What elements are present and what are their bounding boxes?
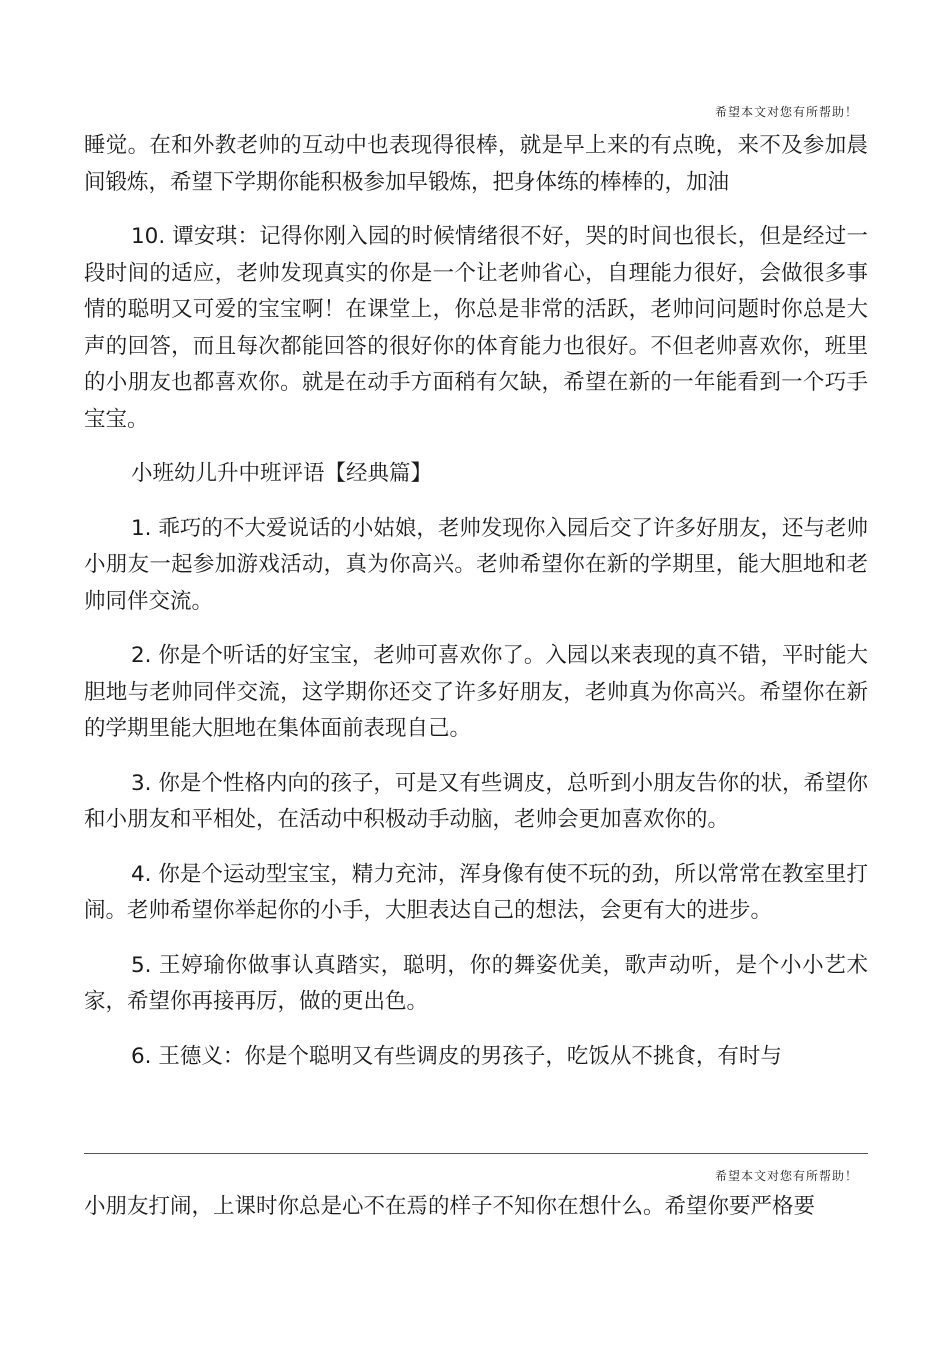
next-page-body [84,1189,868,1226]
page-header: 希望本文对您有所帮助！ [714,105,858,119]
paragraph-comment-2: 2. 你是个听话的好宝宝，老帅可喜欢你了。入园以来表现的真不错，平时能大胆地与老帅同伴交流，这学期你还交了许多好朋友，老帅真为你高兴。希望你在新的学期里能大胆地在集体面前表现自己。 [84,643,868,741]
page-body [84,128,868,1075]
paragraph-comment-1: 1. 乖巧的不大爱说话的小姑娘，老帅发现你入园后交了许多好朋友，还与老帅小朋友一起参加游戏活动，真为你高兴。老帅希望你在新的学期里，能大胆地和老帅同伴交流。 [84,515,868,614]
page-header-next: 希望本文对您有所帮助！ [714,1169,858,1183]
paragraph-comment-6: 6. 王德义：你是个聪明又有些调皮的男孩子，吃饭从不挑食，有时与 [131,1043,782,1069]
paragraph-comment-5: 5. 王婷瑜你做事认真踏实，聪明，你的舞姿优美，歌声动听，是个小小艺术家，希望你再接再厉，做的更出色。 [84,952,868,1014]
paragraph-continuation-next: 小朋友打闹，上课时你总是心不在焉的样子不知你在想什么。希望你要严格要 [84,1194,816,1219]
section-heading: 小班幼儿升中班评语【经典篇】 [131,461,433,486]
page-divider [84,1153,868,1154]
paragraph-comment-4: 4. 你是个运动型宝宝，精力充沛，浑身像有使不玩的劲，所以常常在教室里打闹。老帅希望你举起你的小手，大胆表达自己的想法，会更有大的进步。 [84,861,868,923]
paragraph-comment-3: 3. 你是个性格内向的孩子，可是又有些调皮，总听到小朋友告你的状，希望你和小朋友和平相处，在活动中积极动手动脑，老帅会更加喜欢你的。 [84,770,868,832]
paragraph-continuation: 睡觉。在和外教老帅的互动中也表现得很棒，就是早上来的有点晚，来不及参加晨间锻炼，希望下学期你能积极参加早锻炼，把身体练的棒棒的，加油 [84,133,868,195]
paragraph-comment-10: 10. 谭安琪：记得你刚入园的时候情绪很不好，哭的时间也很长，但是经过一段时间的适应，老帅发现真实的你是一个让老帅省心，自理能力很好，会做很多事情的聪明又可爱的宝宝啊！在课堂上，你总是非常的活跃，老帅问问题时你总是大声的回答，而且每次都能回答的很好你的体育能力也很好。不但老帅喜欢你，班里的小朋友也都喜欢你。就是在动手方面稍有欠缺，希望在新的一年能看到一个巧手宝宝。 [84,224,868,432]
